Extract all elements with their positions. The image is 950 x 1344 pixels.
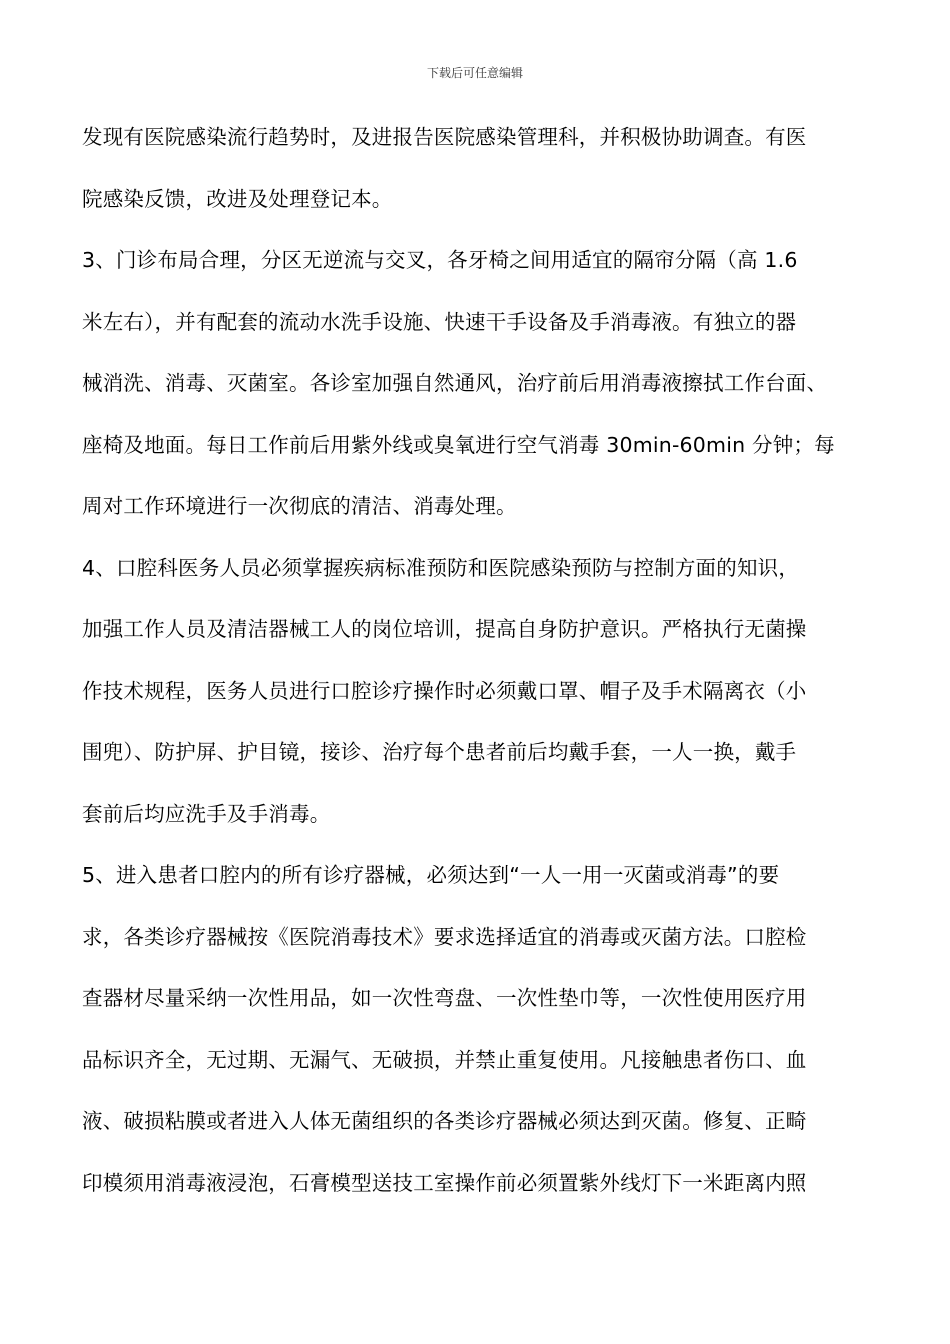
text-line: 液、破损粘膜或者进入人体无菌组织的各类诊疗器械必须达到灭菌。修复、正畸 (82, 1109, 807, 1133)
text-line: 求，各类诊疗器械按《医院消毒技术》要求选择适宜的消毒或灭菌方法。口腔检 (82, 924, 807, 949)
text-line: 3、门诊布局合理，分区无逆流与交叉，各牙椅之间用适宜的隔帘分隔（高 1.6 (82, 248, 798, 272)
text-line: 加强工作人员及清洁器械工人的岗位培训，提高自身防护意识。严格执行无菌操 (82, 617, 807, 641)
text-line: 5、进入患者口腔内的所有诊疗器械，必须达到“一人一用一灭菌或消毒”的要 (82, 863, 780, 887)
text-line: 查器材尽量采纳一次性用品，如一次性弯盘、一次性垫巾等，一次性使用医疗用 (82, 986, 807, 1010)
text-line: 米左右），并有配套的流动水洗手设施、快速干手设备及手消毒液。有独立的器 (82, 309, 797, 334)
page-header: 下载后可任意编辑 (426, 66, 523, 80)
text-line: 械消洗、消毒、灭菌室。各诊室加强自然通风，治疗前后用消毒液擦拭工作台面、 (82, 371, 828, 395)
text-line: 作技术规程，医务人员进行口腔诊疗操作时必须戴口罩、帽子及手术隔离衣（小 (82, 678, 807, 703)
text-line: 座椅及地面。每日工作前后用紫外线或臭氧进行空气消毒 30min-60min 分钟；每 (82, 432, 835, 457)
text-line: 品标识齐全，无过期、无漏气、无破损，并禁止重复使用。凡接触患者伤口、血 (82, 1047, 807, 1072)
text-line: 套前后均应洗手及手消毒。 (82, 801, 331, 826)
text-line: 围兜）、防护屏、护目镜，接诊、治疗每个患者前后均戴手套，一人一换，戴手 (82, 740, 797, 764)
text-line: 发现有医院感染流行趋势时，及进报告医院感染管理科，并积极协助调查。有医 (82, 125, 807, 149)
text-line: 印模须用消毒液浸泡，石膏模型送技工室操作前必须置紫外线灯下一米距离内照 (82, 1170, 807, 1195)
document-body (82, 114, 872, 1221)
text-line: 周对工作环境进行一次彻底的清洁、消毒处理。 (82, 494, 517, 518)
text-line: 院感染反馈，改进及处理登记本。 (82, 186, 393, 211)
text-line: 4、口腔科医务人员必须掌握疾病标准预防和医院感染预防与控制方面的知识， (82, 555, 800, 580)
